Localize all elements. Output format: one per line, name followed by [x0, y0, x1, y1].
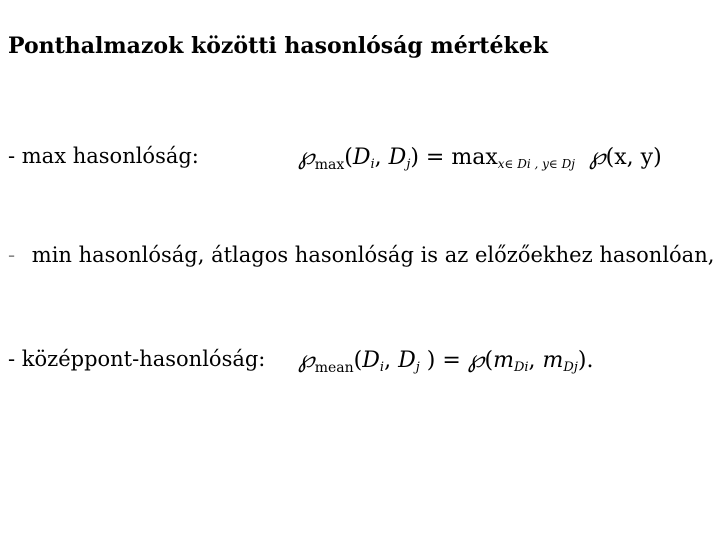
formula-args-open: ( [484, 348, 494, 373]
formula-m2: m [542, 348, 564, 373]
formula-m1: m [493, 348, 514, 373]
formula-args-comma: , [528, 348, 543, 373]
formula-lparen-2: ( [353, 348, 363, 373]
weierstrass-p-symbol-4: ℘ [467, 345, 485, 373]
formula-d1: D [352, 145, 371, 170]
formula-args: (x, y) [605, 145, 662, 170]
formula-rparen: ) [410, 145, 419, 170]
formula-args-close: ). [577, 348, 594, 373]
max-similarity-formula [298, 142, 662, 173]
formula-rparen-eq: ) = [419, 348, 468, 373]
formula-range: x∈ Di , y∈ Dj [497, 157, 575, 171]
centroid-similarity-formula [298, 345, 593, 376]
max-similarity-row [8, 142, 720, 178]
max-similarity-label: - max hasonlóság: [8, 144, 199, 168]
formula-m1-sub: Di [513, 360, 529, 375]
min-similarity-row [8, 243, 714, 267]
formula-sub-i: i [370, 157, 375, 172]
formula-d1-2: D [362, 348, 380, 373]
weierstrass-p-symbol-2: ℘ [588, 142, 606, 170]
formula-subscript-mean: mean [314, 360, 354, 376]
formula-eq-max: = max [418, 145, 498, 170]
bullet-dash: - [8, 243, 16, 267]
slide-title: Ponthalmazok közötti hasonlóság mértékek [8, 33, 548, 59]
centroid-similarity-label: - középpont-hasonlóság: [8, 347, 266, 371]
formula-lparen: ( [344, 145, 353, 170]
weierstrass-p-symbol-3: ℘ [298, 345, 315, 373]
min-similarity-text: min hasonlóság, átlagos hasonlóság is az előzőekhez hasonlóan, [31, 243, 715, 267]
formula-m2-sub: Dj [563, 360, 578, 375]
weierstrass-p-symbol: ℘ [298, 142, 315, 170]
centroid-similarity-row [8, 345, 720, 381]
formula-d2-2: D [398, 348, 416, 373]
formula-sub-j: j [406, 157, 411, 172]
formula-comma: , [374, 145, 389, 170]
formula-sub-j-2: j [415, 360, 420, 375]
formula-subscript-max: max [314, 157, 345, 173]
formula-d2: D [388, 145, 407, 170]
formula-comma-2: , [384, 348, 399, 373]
formula-sub-i-2: i [379, 360, 385, 375]
